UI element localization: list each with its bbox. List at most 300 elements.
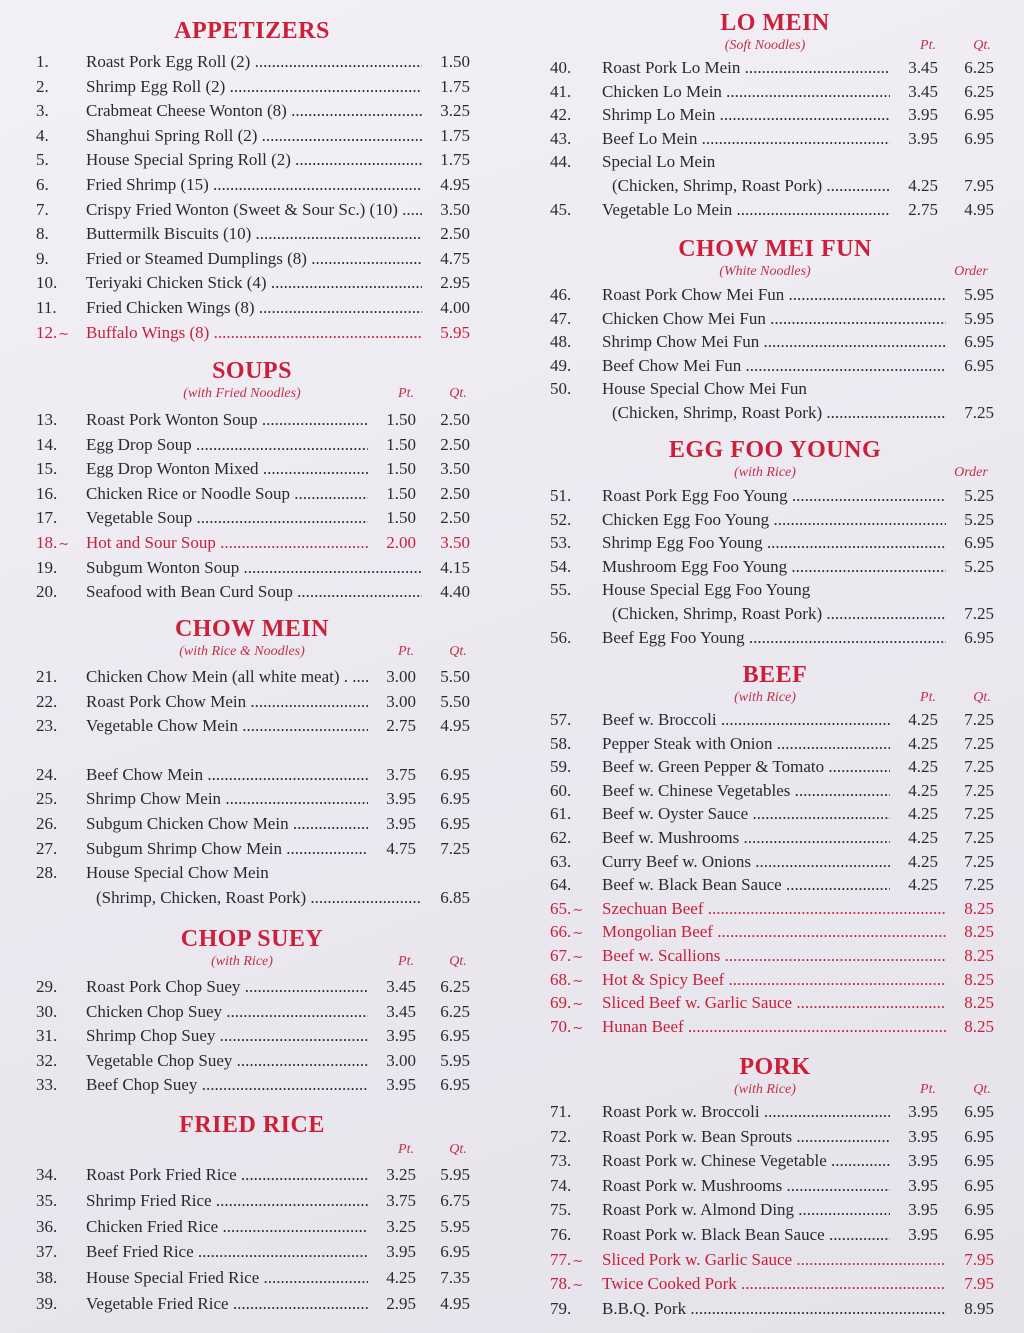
item-name: Beef Chow Mei Fun ..... (602, 354, 946, 378)
item-name: Subgum Wonton Soup ..... (86, 556, 422, 580)
item-number (550, 1272, 594, 1297)
section-title: PORK (739, 1054, 811, 1080)
item-price: 1.75 (440, 76, 470, 96)
item-number-text: 46. (550, 285, 572, 304)
item-price-pint: 3.95 (908, 128, 938, 148)
item-price-pint: 3.45 (908, 81, 938, 101)
item-number-text: 26. (36, 814, 58, 833)
item-number (36, 148, 80, 172)
item-name: Roast Pork w. Mushrooms ..... (602, 1174, 890, 1198)
item-price-pint: 2.75 (908, 199, 938, 219)
item-price: 7.25 (964, 604, 994, 623)
item-name: Beef w. Chinese Vegetables ..... (602, 779, 890, 803)
item-number (36, 1292, 80, 1316)
menu-item (36, 1024, 468, 1048)
item-price: 4.15 (440, 557, 470, 577)
item-number (550, 198, 594, 222)
menu-item (550, 920, 1000, 944)
item-price: 3.50 (440, 199, 470, 219)
item-number-text: 36. (36, 1216, 58, 1236)
item-number-text: 19. (36, 557, 58, 577)
section-pork (550, 1054, 1000, 1318)
item-price-quart: 4.95 (440, 1294, 470, 1313)
item-price: 4.95 (440, 175, 470, 194)
menu-item (550, 80, 1000, 104)
item-price-quart: 6.95 (964, 1175, 994, 1195)
item-name: Vegetable Fried Rice ..... (86, 1292, 368, 1316)
menu-item (36, 665, 468, 689)
item-number (550, 354, 594, 378)
item-name: Roast Pork w. Almond Ding ..... (602, 1198, 890, 1222)
item-number-text: 8. (36, 224, 49, 244)
item-price-quart: 7.35 (440, 1268, 470, 1288)
item-price: 5.95 (964, 285, 994, 304)
item-price-pint: 3.95 (386, 1026, 416, 1046)
item-number (36, 506, 80, 530)
item-price-quart: 2.50 (440, 410, 470, 429)
item-number (36, 222, 80, 246)
item-number (36, 408, 80, 432)
item-price: 1.75 (440, 125, 470, 145)
item-number-text: 9. (36, 248, 49, 268)
item-number (36, 690, 80, 714)
item-name: Crispy Fried Wonton (Sweet & Sour Sc.) (10) ..... (86, 198, 422, 222)
item-number-text: 69. (550, 993, 572, 1013)
item-name: Beef w. Broccoli ..... (602, 708, 890, 732)
spicy-icon: ∼ (572, 996, 584, 1012)
item-number (36, 763, 80, 787)
column-header-pint: Pt. (398, 954, 414, 969)
item-price-quart: 7.25 (440, 838, 470, 858)
item-name: Fried or Steamed Dumplings (8) ..... (86, 247, 422, 271)
item-price-pint: 3.75 (386, 1190, 416, 1210)
item-number-text: 40. (550, 58, 572, 77)
item-number-text: 48. (550, 332, 572, 352)
menu-item (550, 283, 1000, 307)
item-number-text: 29. (36, 977, 58, 996)
item-number-text: 10. (36, 273, 58, 293)
section-subheader (550, 262, 1000, 284)
column-header-pint: Pt. (920, 690, 936, 705)
item-price-pint: 2.00 (386, 533, 416, 552)
spicy-icon: ∼ (572, 925, 584, 941)
item-number (550, 968, 594, 993)
item-price-quart: 7.25 (964, 804, 994, 824)
item-name: Pepper Steak with Onion ..... (602, 732, 890, 756)
section-title: BEEF (742, 662, 808, 688)
item-number (550, 484, 594, 508)
item-name: Roast Pork Egg Foo Young ..... (602, 484, 946, 508)
item-number-text: 78. (550, 1274, 572, 1294)
section-subtitle: (White Noodles) (719, 264, 811, 279)
item-number-text: 50. (550, 379, 572, 399)
item-number (550, 508, 594, 532)
item-number (550, 897, 594, 922)
menu-item (36, 531, 468, 555)
item-price-quart: 6.95 (964, 1126, 994, 1146)
menu-item (550, 127, 1000, 151)
item-number (550, 1297, 594, 1321)
item-number (36, 531, 80, 556)
item-price-quart: 6.95 (440, 1242, 470, 1262)
item-number (550, 779, 594, 803)
menu-item (550, 944, 1000, 968)
item-name: Chicken Chop Suey ..... (86, 1000, 368, 1024)
item-price-quart: 6.95 (964, 128, 994, 148)
item-name: (Chicken, Shrimp, Roast Pork) ..... (612, 602, 946, 626)
item-number (550, 1125, 594, 1149)
item-name: Crabmeat Cheese Wonton (8) ..... (86, 99, 422, 123)
item-name: Sliced Beef w. Garlic Sauce ..... (602, 991, 946, 1015)
item-price-pint: 3.95 (386, 789, 416, 809)
item-number (550, 826, 594, 850)
menu-item (550, 1248, 1000, 1272)
column-header-quart: Qt. (449, 644, 467, 659)
item-number (550, 920, 594, 945)
item-name: Shrimp Fried Rice ..... (86, 1189, 368, 1213)
menu-item (550, 531, 1000, 555)
menu-item (550, 850, 1000, 874)
item-number (36, 556, 80, 580)
menu-item (36, 1266, 468, 1290)
item-name: Roast Pork Egg Roll (2) ..... (86, 50, 422, 74)
item-name: Roast Pork w. Chinese Vegetable ..... (602, 1149, 890, 1173)
menu-item (550, 1198, 1000, 1222)
menu-item (36, 408, 468, 432)
menu-item (550, 826, 1000, 850)
item-number-text: 39. (36, 1294, 58, 1313)
menu-item (36, 861, 468, 885)
item-price-quart: 2.50 (440, 508, 470, 528)
item-name: Vegetable Chop Suey ..... (86, 1049, 368, 1073)
item-number (550, 1223, 594, 1247)
item-number (550, 56, 594, 80)
item-number (550, 1248, 594, 1273)
item-price-quart: 6.95 (440, 764, 470, 784)
item-name: (Chicken, Shrimp, Roast Pork) ..... (612, 174, 890, 198)
item-price: 8.95 (964, 1298, 994, 1318)
item-name: (Shrimp, Chicken, Roast Pork) ..... (96, 886, 422, 910)
item-number-text: 74. (550, 1175, 572, 1195)
item-name: Shrimp Chop Suey ..... (86, 1024, 368, 1048)
item-price-quart: 6.95 (440, 1075, 470, 1095)
item-number-text: 23. (36, 716, 58, 736)
section-title: LO MEIN (720, 10, 830, 36)
menu-item (550, 56, 1000, 80)
item-number-text: 60. (550, 780, 572, 800)
item-name: (Chicken, Shrimp, Roast Pork) ..... (612, 401, 946, 425)
item-price: 6.95 (964, 355, 994, 375)
item-name: B.B.Q. Pork ..... (602, 1297, 946, 1321)
item-price: 5.25 (964, 486, 994, 505)
item-number-text: 17. (36, 508, 58, 528)
item-number (36, 124, 80, 148)
item-name: Hot & Spicy Beef ..... (602, 968, 946, 992)
item-price-quart: 3.50 (440, 459, 470, 479)
item-name: Beef Chop Suey ..... (86, 1073, 368, 1097)
item-price-pint: 4.25 (908, 780, 938, 800)
section-subtitle: (with Rice) (734, 465, 796, 480)
column-header-pint: Pt. (920, 38, 936, 53)
spicy-icon: ∼ (572, 1019, 584, 1035)
menu-item (550, 1174, 1000, 1198)
item-name: Chicken Lo Mein ..... (602, 80, 890, 104)
item-price: 8.25 (964, 969, 994, 989)
item-name: Roast Pork Chow Mein ..... (86, 690, 368, 714)
item-price-pint: 3.00 (386, 691, 416, 711)
item-price-pint: 4.25 (908, 733, 938, 753)
item-name: Sliced Pork w. Garlic Sauce ..... (602, 1248, 946, 1272)
item-number-text: 7. (36, 199, 49, 219)
item-number-text: 25. (36, 789, 58, 809)
item-number-text: 73. (550, 1151, 572, 1171)
item-number-text: 13. (36, 410, 58, 429)
item-name: Seafood with Bean Curd Soup ..... (86, 580, 422, 604)
item-price-quart: 6.25 (964, 58, 994, 77)
item-name: Egg Drop Soup ..... (86, 433, 368, 457)
item-number (550, 1174, 594, 1198)
section-title: EGG FOO YOUNG (668, 437, 882, 463)
menu-item (36, 1215, 468, 1239)
menu-item (36, 321, 468, 345)
spicy-icon: ∼ (58, 325, 70, 341)
item-price: 5.95 (964, 308, 994, 328)
menu-item (550, 1149, 1000, 1173)
menu-item (550, 708, 1000, 732)
item-price-quart: 6.95 (964, 1151, 994, 1171)
item-price-quart: 6.95 (440, 789, 470, 809)
item-number-text: 3. (36, 101, 49, 121)
item-number (36, 1024, 80, 1048)
item-name: Beef w. Oyster Sauce ..... (602, 802, 890, 826)
item-price: 8.25 (964, 898, 994, 918)
item-number (36, 433, 80, 457)
item-number (36, 296, 80, 320)
menu-item (36, 75, 468, 99)
item-number (36, 321, 80, 346)
item-name: Szechuan Beef ..... (602, 897, 946, 921)
item-price-quart: 5.50 (440, 691, 470, 711)
item-number (550, 708, 594, 732)
item-name: Egg Drop Wonton Mixed ..... (86, 457, 368, 481)
section-title: APPETIZERS (174, 18, 330, 44)
item-name: Beef Chow Mein ..... (86, 763, 368, 787)
section-soups (36, 358, 470, 602)
menu-item (550, 330, 1000, 354)
item-price-quart: 6.95 (964, 105, 994, 125)
menu-item (36, 1163, 468, 1187)
item-name: Shrimp Egg Roll (2) ..... (86, 75, 422, 99)
item-number-text: 67. (550, 946, 572, 965)
item-price-quart: 6.75 (440, 1190, 470, 1210)
item-number (550, 873, 594, 897)
item-number (36, 1266, 80, 1290)
item-number-text: 57. (550, 710, 572, 729)
item-number (550, 330, 594, 354)
item-price: 8.25 (964, 1016, 994, 1036)
menu-item (550, 873, 1000, 897)
menu-item (36, 556, 468, 580)
item-price: 1.50 (440, 52, 470, 71)
item-price-pint: 3.95 (908, 1102, 938, 1121)
column-header-pint: Pt. (920, 1082, 936, 1097)
item-number (36, 1189, 80, 1213)
item-number-text: 31. (36, 1026, 58, 1046)
item-number-text: 79. (550, 1298, 572, 1318)
column-header-order: Order (954, 465, 988, 480)
item-price-quart: 7.25 (964, 733, 994, 753)
item-number (550, 80, 594, 104)
item-number-text: 6. (36, 175, 49, 194)
menu-item (550, 1100, 1000, 1124)
item-name: Roast Pork Lo Mein ..... (602, 56, 890, 80)
item-number-text: 54. (550, 556, 572, 576)
section-chop-suey (36, 926, 470, 1095)
item-name: Shrimp Chow Mei Fun ..... (602, 330, 946, 354)
section-subtitle: (Soft Noodles) (724, 38, 806, 53)
item-price-quart: 7.25 (964, 875, 994, 895)
item-name: Curry Beef w. Onions ..... (602, 850, 890, 874)
item-name: Beef w. Green Pepper & Tomato ..... (602, 755, 890, 779)
item-price-quart: 6.95 (964, 1200, 994, 1220)
item-price-pint: 3.00 (386, 667, 416, 686)
item-price: 7.25 (964, 403, 994, 422)
item-name: House Special Chow Mei Fun (602, 379, 807, 399)
item-number-text: 75. (550, 1200, 572, 1220)
item-number-text: 30. (36, 1001, 58, 1021)
item-price-quart: 7.25 (964, 828, 994, 847)
item-price-pint: 4.25 (908, 176, 938, 195)
item-number (36, 837, 80, 861)
item-name: Beef Fried Rice ..... (86, 1240, 368, 1264)
menu-item (36, 506, 468, 530)
item-number-text: 24. (36, 764, 58, 784)
item-number-text: 35. (36, 1190, 58, 1210)
item-price: 7.95 (964, 1274, 994, 1294)
item-number (550, 103, 594, 127)
menu-item (36, 1189, 468, 1213)
item-number (36, 714, 80, 738)
item-name: House Special Egg Foo Young (602, 580, 811, 600)
menu-item (550, 1272, 1000, 1296)
item-number-text: 27. (36, 838, 58, 858)
item-number (36, 482, 80, 506)
menu-item (550, 1223, 1000, 1247)
item-price-pint: 3.75 (386, 764, 416, 784)
item-number-text: 65. (550, 898, 572, 918)
item-number-text: 53. (550, 533, 572, 553)
item-number (36, 198, 80, 222)
item-number-text: 41. (550, 81, 572, 101)
item-price: 5.25 (964, 556, 994, 576)
item-number (36, 1049, 80, 1073)
item-price-quart: 4.95 (964, 199, 994, 219)
menu-item (550, 354, 1000, 378)
column-header-quart: Qt. (973, 1082, 991, 1097)
item-number-text: 51. (550, 486, 572, 505)
item-number (550, 850, 594, 874)
item-number-text: 56. (550, 627, 572, 647)
item-price-pint: 3.45 (908, 58, 938, 77)
menu-item (36, 975, 468, 999)
item-price-quart: 7.95 (964, 176, 994, 195)
item-number (36, 1073, 80, 1097)
menu-item (36, 50, 468, 74)
item-number (550, 283, 594, 307)
item-number-text: 32. (36, 1050, 58, 1070)
item-number-text: 64. (550, 875, 572, 895)
spicy-icon: ∼ (572, 949, 584, 964)
item-price-pint: 3.95 (908, 1126, 938, 1146)
item-number (36, 861, 80, 885)
item-price-pint: 1.50 (386, 410, 416, 429)
section-chow-mei-fun (550, 236, 1000, 422)
item-number-text: 61. (550, 804, 572, 824)
item-name: Beef w. Black Bean Sauce ..... (602, 873, 890, 897)
menu-item (36, 271, 468, 295)
menu-item (550, 401, 1000, 425)
item-number-text: 20. (36, 582, 58, 602)
menu-item (36, 1000, 468, 1024)
item-price-pint: 4.25 (908, 804, 938, 824)
menu-item (36, 837, 468, 861)
item-name: Vegetable Chow Mein ..... (86, 714, 368, 738)
item-number-text: 38. (36, 1268, 58, 1288)
item-number (36, 1215, 80, 1239)
item-name: Chicken Chow Mei Fun ..... (602, 307, 946, 331)
column-header-pint: Pt. (398, 386, 414, 401)
item-name: Subgum Shrimp Chow Mein ..... (86, 837, 368, 861)
menu-item (550, 150, 1000, 174)
item-price-pint: 3.95 (386, 1075, 416, 1095)
item-number (550, 755, 594, 779)
item-number-text: 22. (36, 691, 58, 711)
item-number-text: 5. (36, 150, 49, 170)
item-price: 5.25 (964, 509, 994, 529)
spicy-icon: ∼ (572, 972, 584, 988)
item-number-text: 44. (550, 152, 572, 172)
section-subtitle: (with Rice) (734, 1082, 796, 1097)
item-number (550, 377, 594, 401)
item-number (36, 247, 80, 271)
menu-item (36, 1073, 468, 1097)
item-number-text: 72. (550, 1126, 572, 1146)
item-price-pint: 3.95 (908, 1225, 938, 1244)
item-price: 6.85 (440, 887, 470, 907)
item-number-text: 77. (550, 1249, 572, 1269)
item-number (36, 271, 80, 295)
item-price-pint: 3.45 (386, 977, 416, 996)
item-name: Special Lo Mein (602, 152, 716, 172)
item-price-pint: 3.95 (386, 1242, 416, 1262)
item-price-pint: 3.95 (908, 1175, 938, 1195)
item-name: Fried Shrimp (15) ..... (86, 173, 422, 197)
section-title: SOUPS (212, 358, 292, 384)
item-name: Vegetable Lo Mein ..... (602, 198, 890, 222)
item-name: Beef w. Mushrooms ..... (602, 826, 890, 850)
section-title: CHOW MEIN (174, 616, 330, 642)
column-header-pint: Pt. (398, 644, 414, 659)
menu-item (36, 690, 468, 714)
item-number (550, 1015, 594, 1040)
item-price-quart: 4.95 (440, 716, 470, 736)
item-number-text: 68. (550, 969, 572, 989)
item-number (550, 555, 594, 579)
item-name: Chicken Fried Rice ..... (86, 1215, 368, 1239)
item-price-quart: 2.50 (440, 483, 470, 503)
item-name: Roast Pork Chow Mei Fun ..... (602, 283, 946, 307)
item-name: Beef w. Scallions ..... (602, 944, 946, 968)
